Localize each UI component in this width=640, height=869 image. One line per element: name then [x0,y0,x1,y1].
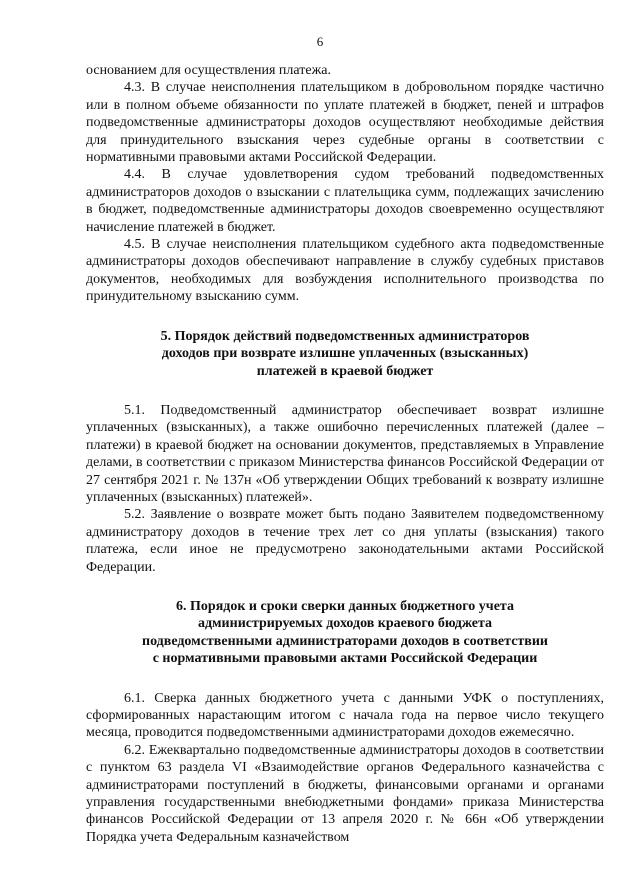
paragraph-4-5: 4.5. В случае неисполнения плательщиком судебного акта подведомственные администраторы доходов обеспечивают направление в службу судебных приставов документов, необходимых для возбуждения исполнительного производства по принудительному взысканию сумм. [86,237,604,305]
section-6-heading [86,598,604,668]
section-5-heading-line: 5. Порядок действий подведомственных администраторов [160,328,530,344]
spacer [86,380,604,402]
section-5-heading [86,328,604,380]
paragraph-5-1: 5.1. Подведомственный администратор обеспечивает возврат излишне уплаченных (взысканных), а также ошибочно перечисленных платежей (далее – платежи) в краевой бюджет на основании документов, представляемых в Управление делами, в соответствии с приказом Министерства финансов Российской Федерации от 27 сентября 2021 г. № 137н «Об утверждении Общих требований к возврату излишне уплаченных (взысканных) платежей». [86,402,604,505]
section-6-heading-line: администрируемых доходов краевого бюджета [197,616,493,632]
paragraph-4-4: 4.4. В случае удовлетворения судом требований подведомственных администраторов доходов о взыскании с плательщика сумм, подлежащих зачислению в бюджет, подведомственные администраторы доходов своевременно осуществляют начисление платежей в бюджет. [86,167,604,235]
spacer [86,306,604,328]
spacer [86,576,604,598]
document-body [86,62,604,846]
paragraph-continuation: основанием для осуществления платежа. [86,63,331,78]
section-6-heading-line: 6. Порядок и сроки сверки данных бюджетного учета [176,598,514,614]
paragraph-6-1: 6.1. Сверка данных бюджетного учета с данными УФК о поступлениях, сформированных нарастающим итогом с начала года на первое число текущего месяца, проводится подведомственными администраторами доходов ежемесячно. [86,690,604,741]
paragraph-5-2: 5.2. Заявление о возврате может быть подано Заявителем подведомственному администратору доходов в течение трех лет со дня уплаты (взыскания) такого платежа, если иное не предусмотрено законодательными актами Российской Федерации. [86,507,604,575]
section-5-heading-line: платежей в краевой бюджет [256,363,434,379]
section-6-heading-line: с нормативными правовыми актами Российской Федерации [152,651,538,667]
section-6-heading-line: подведомственными администраторами доходов в соответствии [142,633,548,649]
paragraph-4-3: 4.3. В случае неисполнения плательщиком в добровольном порядке частично или в полном объеме обязанности по уплате платежей в бюджет, пеней и штрафов подведомственные администраторы доходов осуществляют необходимые действия для принудительного взыскания через судебные органы в соответствии с нормативными правовыми актами Российской Федерации. [86,80,604,166]
page-number: 6 [316,34,324,49]
section-5-heading-line: доходов при возврате излишне уплаченных (взысканных) [161,346,529,362]
paragraph-6-2: 6.2. Ежеквартально подведомственные администраторы доходов в соответствии с пунктом 63 раздела VI «Взаимодействие органов Федерального казначейства с администраторами поступлений в бюджеты, финансовыми органами и органами управления государственными внебюджетными фондами» приказа Министерства финансов Российской Федерации от 13 апреля 2020 г. № 66н «Об утверждении Порядка учета Федеральным казначейством [86,742,604,845]
spacer [86,668,604,690]
